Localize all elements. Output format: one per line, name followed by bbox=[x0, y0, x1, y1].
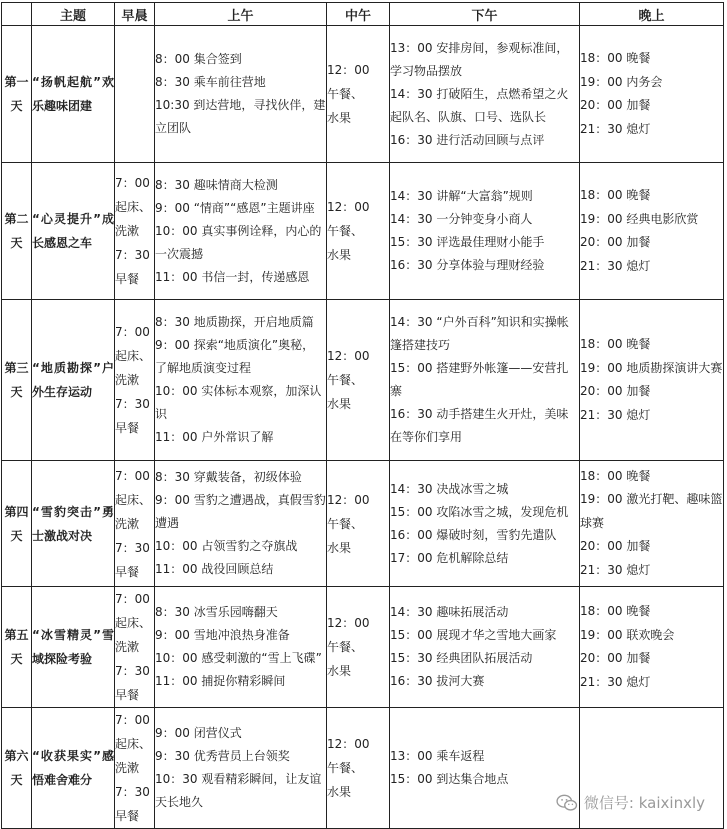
evening-cell-line: 20：00 加餐 bbox=[580, 539, 651, 554]
evening-cell-line: 19：00 联欢晚会 bbox=[580, 627, 675, 642]
noon-cell-line: 12：00 bbox=[327, 349, 370, 363]
breakfast-cell-line: 早餐 bbox=[115, 809, 140, 823]
morning-cell-line: 10：00 感受刺激的“雪上飞碟” bbox=[155, 651, 322, 665]
morning-cell-line: 9：00 雪豹之遭遇战，真假雪豹遭遇 bbox=[155, 493, 326, 530]
afternoon-cell-line: 16：30 动手搭建生火开灶，美味在等你们享用 bbox=[390, 407, 569, 444]
noon-cell-line: 12：00 bbox=[327, 616, 370, 630]
day-row bbox=[2, 26, 724, 163]
evening-cell-line: 19：00 内务会 bbox=[580, 74, 663, 89]
noon-cell-line: 午餐、 bbox=[327, 761, 364, 775]
header-afternoon: 下午 bbox=[390, 3, 580, 26]
morning-cell-line: 8：30 乘车前往营地 bbox=[155, 75, 266, 89]
afternoon-cell bbox=[390, 461, 580, 587]
header-noon: 中午 bbox=[327, 3, 390, 26]
morning-cell-line: 8：30 冰雪乐园嗨翻天 bbox=[155, 605, 278, 619]
afternoon-cell-line: 15：00 到达集合地点 bbox=[390, 772, 509, 786]
schedule-table bbox=[1, 2, 724, 829]
noon-cell-line: 午餐、 bbox=[327, 516, 364, 531]
theme-cell: “地质勘探”户外生存运动 bbox=[32, 300, 115, 461]
theme-cell: “心灵提升”成长感恩之车 bbox=[32, 163, 115, 300]
noon-cell-line: 午餐、 bbox=[327, 640, 364, 654]
noon-cell bbox=[327, 300, 390, 461]
morning-cell-line: 10：00 占领雪豹之夺旗战 bbox=[155, 539, 298, 553]
evening-cell-line: 19：00 地质勘探演讲大赛 bbox=[580, 360, 723, 375]
breakfast-cell-line: 早餐 bbox=[115, 688, 140, 702]
afternoon-cell-line: 15：00 搭建野外帐篷——安营扎寨 bbox=[390, 361, 569, 398]
afternoon-cell-line: 15：00 展现才华之雪地大画家 bbox=[390, 628, 557, 642]
noon-cell-line: 12：00 bbox=[327, 200, 370, 214]
header-evening: 晚上 bbox=[580, 3, 724, 26]
header-row bbox=[2, 3, 724, 26]
evening-cell bbox=[580, 587, 724, 708]
evening-cell-line: 18：00 晚餐 bbox=[580, 604, 651, 618]
breakfast-cell bbox=[115, 300, 155, 461]
noon-cell-line: 午餐、 bbox=[327, 224, 364, 238]
header-day bbox=[2, 3, 32, 26]
afternoon-cell-line: 15：00 攻陷冰雪之城，发现危机 bbox=[390, 504, 569, 519]
breakfast-cell-line: 早餐 bbox=[115, 421, 140, 435]
breakfast-cell-line: 7：30 bbox=[115, 248, 150, 262]
day-row bbox=[2, 163, 724, 300]
day-label: 第二天 bbox=[2, 163, 32, 300]
breakfast-cell-line: 7：30 bbox=[115, 664, 150, 678]
breakfast-cell-line: 起床、 bbox=[115, 492, 152, 507]
morning-cell-line: 8：30 趣味情商大检测 bbox=[155, 177, 278, 192]
evening-cell-line: 18：00 晚餐 bbox=[580, 337, 651, 351]
noon-cell-line: 午餐、 bbox=[327, 87, 364, 101]
noon-cell-line: 水果 bbox=[327, 540, 352, 555]
evening-cell-line: 21：30 熄灯 bbox=[580, 562, 651, 577]
morning-cell-line: 9：00 “情商”“感恩”主题讲座 bbox=[155, 200, 315, 215]
evening-cell-line: 21：30 熄灯 bbox=[580, 674, 651, 689]
breakfast-cell bbox=[115, 26, 155, 163]
evening-cell-line: 20：00 加餐 bbox=[580, 98, 651, 112]
noon-cell-line: 12：00 bbox=[327, 492, 370, 507]
afternoon-cell-line: 16：30 进行活动回顾与点评 bbox=[390, 132, 545, 147]
evening-cell-line: 21：30 熄灯 bbox=[580, 258, 651, 273]
breakfast-cell bbox=[115, 708, 155, 829]
evening-cell-line: 18：00 晚餐 bbox=[580, 188, 651, 202]
afternoon-cell bbox=[390, 587, 580, 708]
header-morning: 上午 bbox=[155, 3, 327, 26]
morning-cell-line: 11：00 战役回顾总结 bbox=[155, 562, 274, 576]
breakfast-cell-line: 洗漱 bbox=[115, 373, 140, 387]
breakfast-cell-line: 起床、 bbox=[115, 349, 152, 363]
noon-cell-line: 水果 bbox=[327, 785, 352, 799]
morning-cell-line: 10：00 实体标本观察，加深认识 bbox=[155, 384, 322, 421]
evening-cell-line: 20：00 加餐 bbox=[580, 651, 651, 665]
day-label: 第三天 bbox=[2, 300, 32, 461]
theme-cell: “冰雪精灵”雪域探险考验 bbox=[32, 587, 115, 708]
evening-cell-line: 18：00 晚餐 bbox=[580, 51, 651, 65]
header-theme: 主题 bbox=[32, 3, 115, 26]
breakfast-cell-line: 起床、 bbox=[115, 737, 152, 751]
day-row bbox=[2, 461, 724, 587]
noon-cell-line: 午餐、 bbox=[327, 373, 364, 387]
evening-cell-line: 19：00 激光打靶、趣味篮球赛 bbox=[580, 492, 723, 530]
breakfast-cell-line: 洗漱 bbox=[115, 761, 140, 775]
morning-cell bbox=[155, 163, 327, 300]
afternoon-cell-line: 13：00 安排房间，参观标准间，学习物品摆放 bbox=[390, 40, 569, 78]
morning-cell-line: 8：00 集合签到 bbox=[155, 52, 242, 66]
breakfast-cell-line: 7：00 bbox=[115, 713, 150, 727]
afternoon-cell-line: 14：30 讲解“大富翁”规则 bbox=[390, 189, 533, 203]
day-row bbox=[2, 300, 724, 461]
theme-cell: “收获果实”感悟难舍难分 bbox=[32, 708, 115, 829]
breakfast-cell bbox=[115, 461, 155, 587]
noon-cell bbox=[327, 708, 390, 829]
afternoon-cell-line: 13：00 乘车返程 bbox=[390, 749, 485, 763]
evening-cell-line: 21：30 熄灯 bbox=[580, 407, 651, 422]
evening-cell-line: 18：00 晚餐 bbox=[580, 468, 651, 483]
afternoon-cell-line: 16：00 爆破时刻，雪豹先遣队 bbox=[390, 527, 557, 542]
breakfast-cell-line: 洗漱 bbox=[115, 224, 140, 238]
morning-cell-line: 9：00 雪地冲浪热身准备 bbox=[155, 628, 290, 642]
afternoon-cell-line: 14：30 一分钟变身小商人 bbox=[390, 212, 533, 226]
evening-cell-line: 19：00 经典电影欣赏 bbox=[580, 211, 699, 226]
watermark bbox=[556, 792, 705, 813]
day-label: 第五天 bbox=[2, 587, 32, 708]
evening-cell bbox=[580, 163, 724, 300]
morning-cell-line: 11：00 户外常识了解 bbox=[155, 430, 274, 444]
morning-cell bbox=[155, 300, 327, 461]
afternoon-cell-line: 14：30 打破陌生，点燃希望之火起队名、队旗、口号、选队长 bbox=[390, 86, 569, 124]
noon-cell-line: 水果 bbox=[327, 397, 352, 411]
morning-cell-line: 11：00 捕捉你精彩瞬间 bbox=[155, 674, 286, 688]
afternoon-cell bbox=[390, 300, 580, 461]
noon-cell bbox=[327, 461, 390, 587]
noon-cell-line: 12：00 bbox=[327, 737, 370, 751]
wechat-icon bbox=[556, 794, 578, 812]
noon-cell-line: 12：00 bbox=[327, 63, 370, 77]
breakfast-cell bbox=[115, 163, 155, 300]
noon-cell-line: 水果 bbox=[327, 664, 352, 678]
breakfast-cell-line: 早餐 bbox=[115, 272, 140, 286]
morning-cell-line: 9：00 探索“地质演化”奥秘，了解地质演变过程 bbox=[155, 338, 315, 375]
breakfast-cell-line: 7：30 bbox=[115, 785, 150, 799]
header-breakfast: 早晨 bbox=[115, 3, 155, 26]
morning-cell-line: 8：30 地质勘探，开启地质篇 bbox=[155, 315, 314, 329]
breakfast-cell-line: 起床、 bbox=[115, 616, 152, 630]
noon-cell bbox=[327, 26, 390, 163]
morning-cell bbox=[155, 587, 327, 708]
day-row bbox=[2, 587, 724, 708]
morning-cell-line: 10：00 真实事例诠释，内心的一次震撼 bbox=[155, 223, 322, 261]
afternoon-cell bbox=[390, 163, 580, 300]
breakfast-cell-line: 7：00 bbox=[115, 468, 150, 483]
morning-cell-line: 10：30 观看精彩瞬间，让友谊天长地久 bbox=[155, 772, 322, 809]
afternoon-cell bbox=[390, 26, 580, 163]
evening-cell-line: 21：30 熄灯 bbox=[580, 121, 651, 136]
morning-cell-line: 10:30 到达营地，寻找伙伴，建立团队 bbox=[155, 98, 326, 135]
day-label: 第六天 bbox=[2, 708, 32, 829]
noon-cell-line: 水果 bbox=[327, 248, 352, 262]
morning-cell-line: 9：30 优秀营员上台领奖 bbox=[155, 749, 290, 763]
noon-cell bbox=[327, 587, 390, 708]
morning-cell bbox=[155, 461, 327, 587]
evening-cell bbox=[580, 300, 724, 461]
morning-cell bbox=[155, 26, 327, 163]
afternoon-cell-line: 14：30 趣味拓展活动 bbox=[390, 605, 509, 619]
breakfast-cell-line: 7：00 bbox=[115, 325, 150, 339]
day-label: 第一天 bbox=[2, 26, 32, 163]
evening-cell bbox=[580, 26, 724, 163]
breakfast-cell-line: 7：00 bbox=[115, 176, 150, 190]
afternoon-cell-line: 15：30 评选最佳理财小能手 bbox=[390, 235, 545, 249]
morning-cell-line: 9：00 闭营仪式 bbox=[155, 726, 242, 740]
theme-cell: “雪豹突击”勇士激战对决 bbox=[32, 461, 115, 587]
morning-cell-line: 11：00 书信一封，传递感恩 bbox=[155, 269, 310, 284]
breakfast-cell-line: 起床、 bbox=[115, 200, 152, 214]
afternoon-cell-line: 14：30 “户外百科”知识和实操帐篷搭建技巧 bbox=[390, 315, 569, 352]
afternoon-cell-line: 16：30 拔河大赛 bbox=[390, 674, 485, 688]
afternoon-cell-line: 17：00 危机解除总结 bbox=[390, 550, 509, 565]
afternoon-cell-line: 15：30 经典团队拓展活动 bbox=[390, 651, 533, 665]
morning-cell bbox=[155, 708, 327, 829]
afternoon-cell bbox=[390, 708, 580, 829]
breakfast-cell-line: 早餐 bbox=[115, 564, 140, 579]
evening-cell bbox=[580, 461, 724, 587]
theme-cell: “扬帆起航”欢乐趣味团建 bbox=[32, 26, 115, 163]
breakfast-cell bbox=[115, 587, 155, 708]
breakfast-cell-line: 7：30 bbox=[115, 397, 150, 411]
breakfast-cell-line: 洗漱 bbox=[115, 516, 140, 531]
day-label: 第四天 bbox=[2, 461, 32, 587]
breakfast-cell-line: 7：30 bbox=[115, 540, 150, 555]
noon-cell-line: 水果 bbox=[327, 111, 352, 125]
afternoon-cell-line: 14：30 决战冰雪之城 bbox=[390, 481, 509, 496]
noon-cell bbox=[327, 163, 390, 300]
breakfast-cell-line: 7：00 bbox=[115, 592, 150, 606]
afternoon-cell-line: 16：30 分享体验与理财经验 bbox=[390, 258, 545, 272]
evening-cell-line: 20：00 加餐 bbox=[580, 235, 651, 249]
evening-cell-line: 20：00 加餐 bbox=[580, 384, 651, 398]
watermark-text: 微信号: kaixinxly bbox=[583, 794, 705, 812]
morning-cell-line: 8：30 穿戴装备，初级体验 bbox=[155, 470, 302, 484]
breakfast-cell-line: 洗漱 bbox=[115, 640, 140, 654]
